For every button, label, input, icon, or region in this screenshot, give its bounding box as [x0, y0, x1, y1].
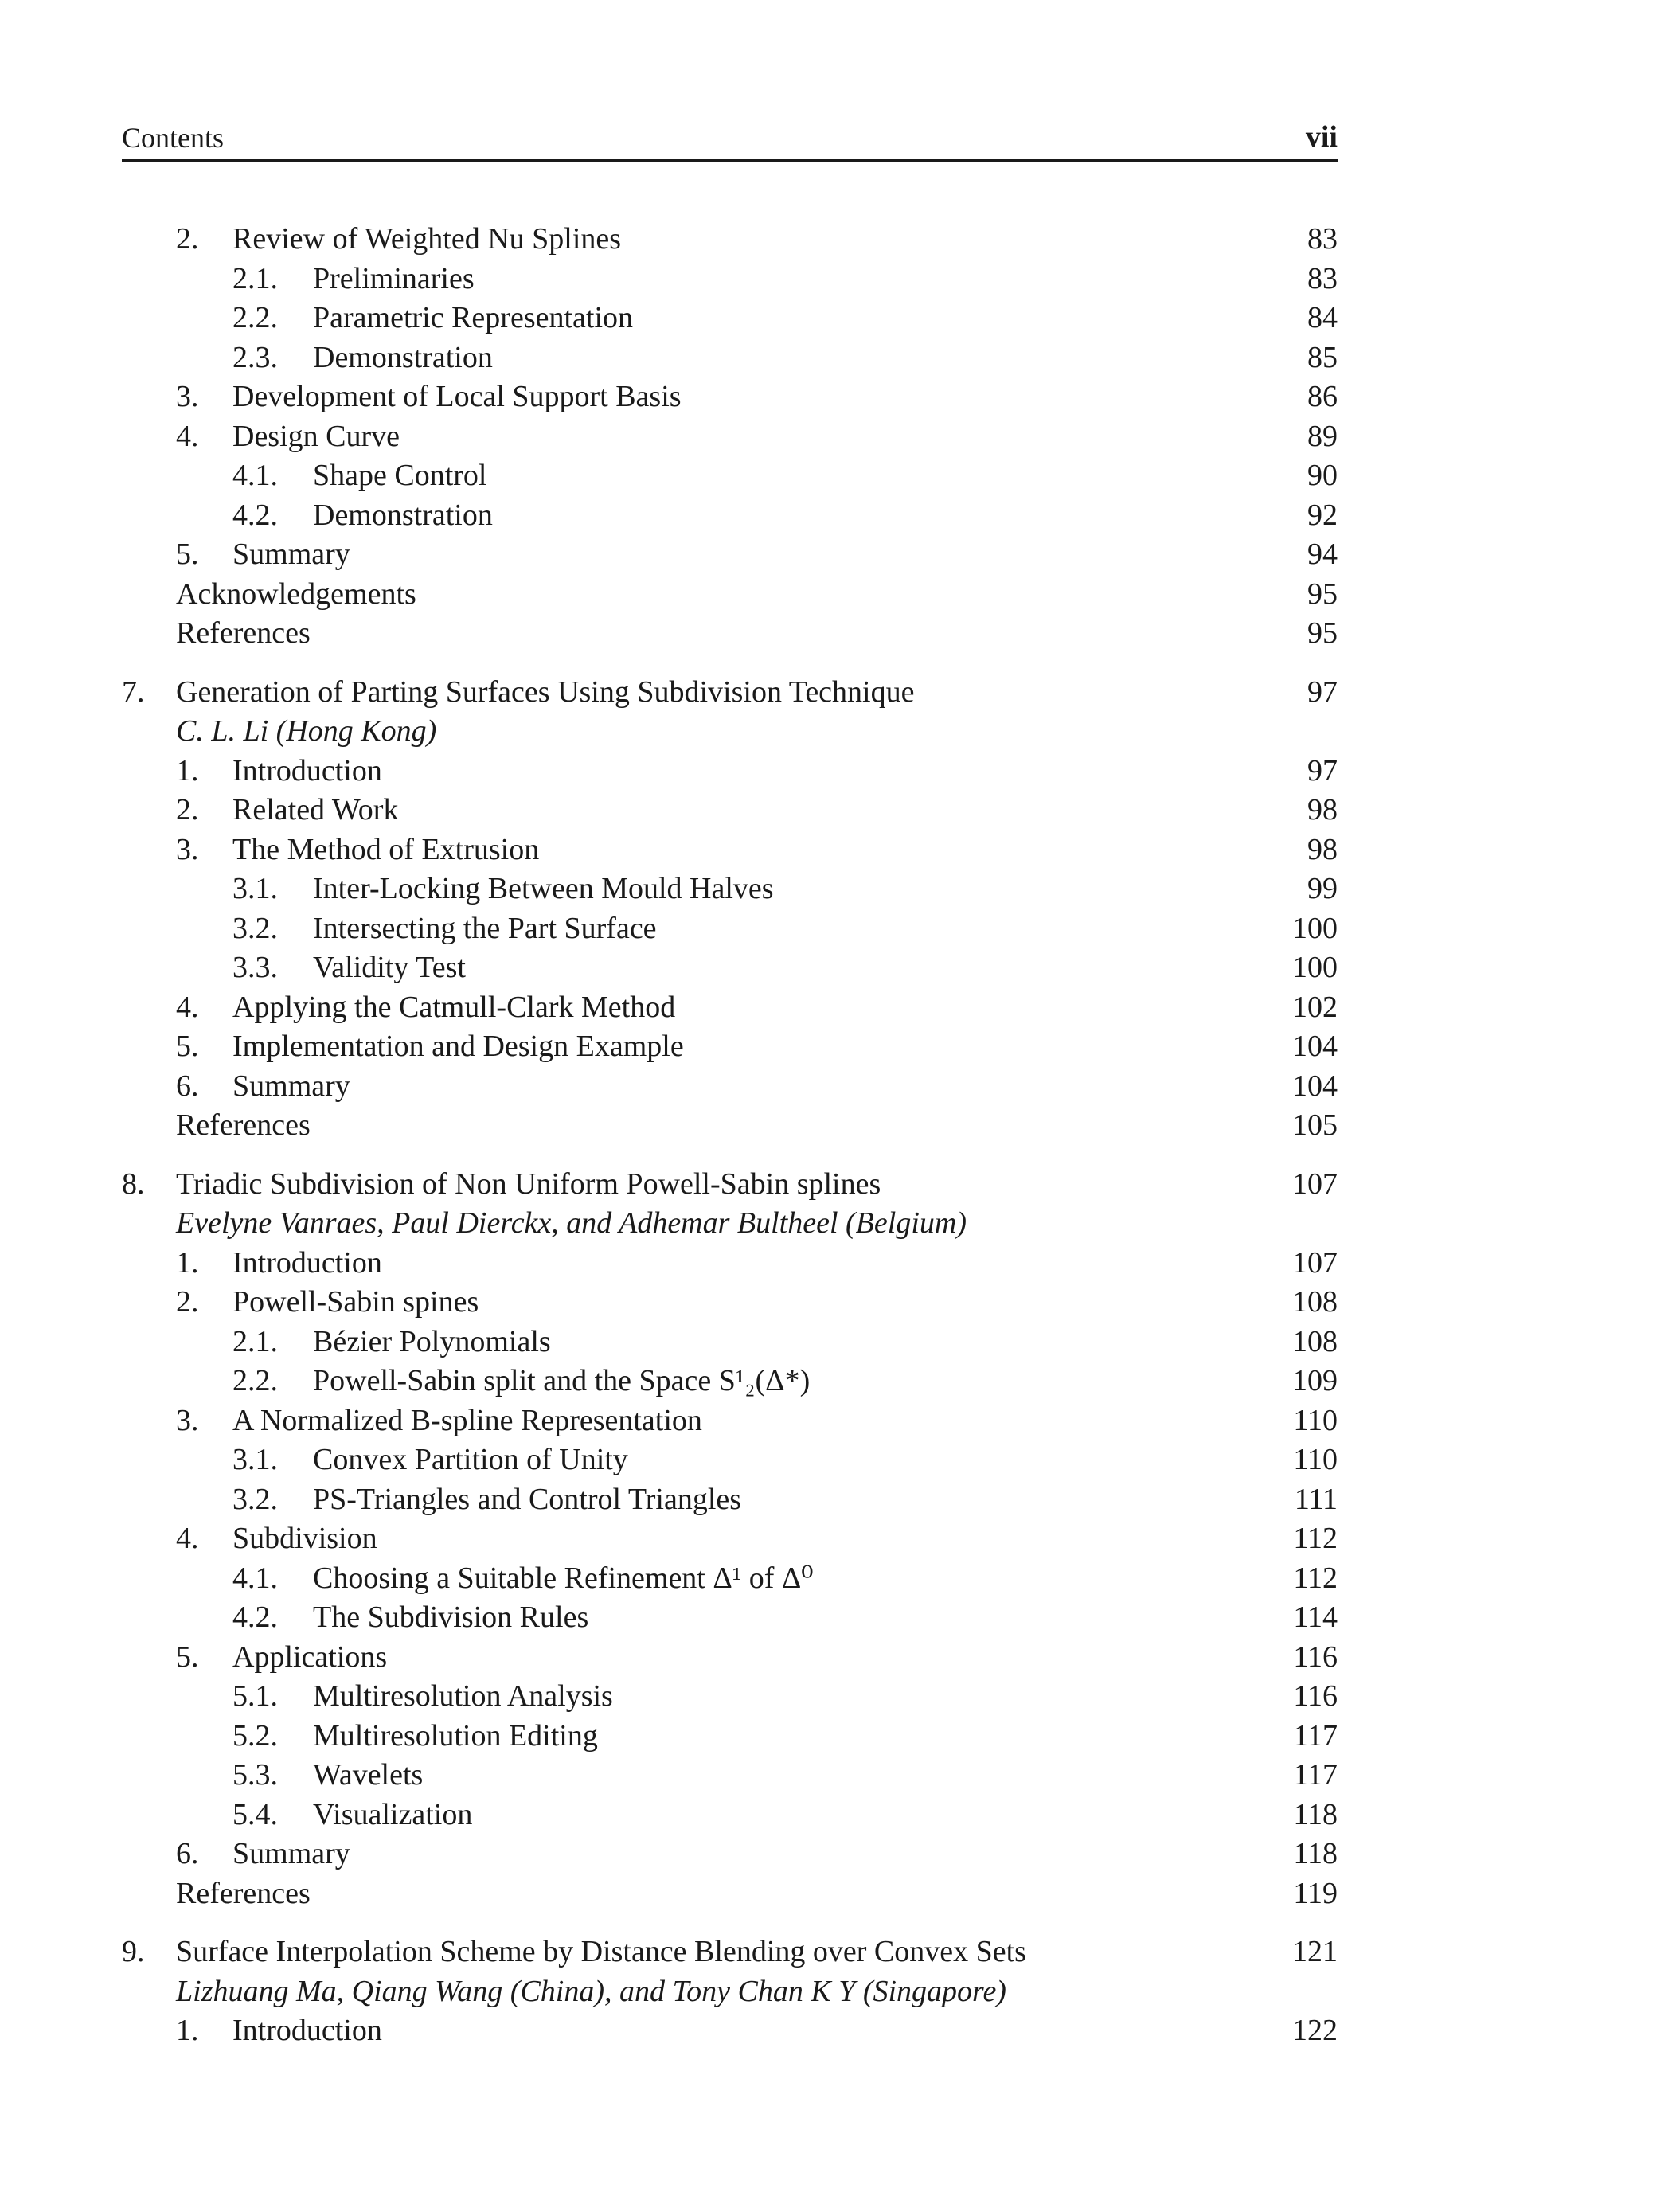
toc-entry [122, 535, 1338, 575]
section-title: Summary [232, 537, 350, 571]
entry-page-number: 110 [1293, 1443, 1338, 1476]
entry-page-number: 95 [1307, 576, 1338, 611]
entry-page-number: 116 [1293, 1679, 1338, 1713]
subsection-title: Parametric Representation [313, 301, 634, 334]
page-number: vii [1305, 120, 1338, 154]
entry-page-number: 90 [1307, 459, 1338, 492]
section-number: 2. [176, 222, 199, 256]
toc-entry [122, 1677, 1338, 1717]
entry-page-number: 109 [1292, 1364, 1338, 1397]
subsection-title: Choosing a Suitable Refinement Δ¹ of Δ⁰ [313, 1561, 814, 1595]
chapter-authors: Lizhuang Ma, Qiang Wang (China), and Tony Chan K Y (Singapore) [176, 1974, 1006, 2008]
toc-chapter-entry [122, 673, 1338, 713]
entry-page-number: 84 [1307, 301, 1338, 334]
entry-page-number: 107 [1292, 1245, 1338, 1280]
subsection-title: Intersecting the Part Surface [313, 911, 657, 945]
toc-entry [122, 870, 1338, 909]
section-title: Powell-Sabin spines [232, 1285, 479, 1319]
subsection-title: Wavelets [313, 1758, 424, 1792]
entry-page-number: 104 [1292, 1030, 1338, 1063]
subsection-number: 4.2. [232, 498, 278, 532]
entry-title: Acknowledgements [176, 576, 416, 611]
subsection-number: 4.1. [232, 459, 278, 492]
toc-entry [122, 1067, 1338, 1107]
page-header [122, 119, 1338, 162]
subsection-number: 4.1. [232, 1561, 278, 1595]
section-number: 1. [176, 1245, 199, 1280]
entry-page-number: 83 [1307, 261, 1338, 295]
toc-entry [122, 1480, 1338, 1520]
toc-entry [122, 377, 1338, 417]
subsection-number: 3.1. [232, 872, 278, 905]
section-title: Implementation and Design Example [232, 1030, 684, 1063]
toc-entry [122, 791, 1338, 830]
subsection-number: 2.1. [232, 261, 278, 295]
toc-chapter-entry [122, 1165, 1338, 1205]
subsection-title: Validity Test [313, 951, 466, 984]
chapter-title: Generation of Parting Surfaces Using Subdivision Technique [176, 674, 915, 709]
toc-entry [122, 1106, 1338, 1146]
section-title: Introduction [232, 1245, 382, 1280]
chapter-title: Triadic Subdivision of Non Uniform Powell-Sabin splines [176, 1167, 881, 1201]
chapter-title: Surface Interpolation Scheme by Distance Blending over Convex Sets [176, 1935, 1026, 1968]
toc-entry [122, 1874, 1338, 1914]
toc-entry [122, 1440, 1338, 1480]
subsection-number: 4.2. [232, 1600, 278, 1634]
subsection-number: 5.4. [232, 1797, 278, 1831]
subsection-title: Convex Partition of Unity [313, 1443, 628, 1476]
toc-authors-line [122, 1972, 1338, 2012]
toc-entry [122, 1362, 1338, 1401]
toc-entry [122, 752, 1338, 791]
chapter-authors: C. L. Li (Hong Kong) [176, 714, 437, 748]
toc-chapter-entry [122, 1933, 1338, 1972]
section-number: 1. [176, 753, 199, 787]
subsection-number: 3.3. [232, 951, 278, 984]
entry-page-number: 83 [1307, 222, 1338, 256]
section-title: Design Curve [232, 419, 400, 453]
entry-page-number: 85 [1307, 340, 1338, 374]
toc-entry [122, 496, 1338, 536]
entry-page-number: 122 [1292, 2014, 1338, 2047]
subsection-title: Bézier Polynomials [313, 1324, 551, 1358]
table-of-contents [122, 220, 1338, 2051]
subsection-title: Inter-Locking Between Mould Halves [313, 872, 774, 905]
toc-entry [122, 1796, 1338, 1835]
subsection-number: 2.3. [232, 340, 278, 374]
section-title: Subdivision [232, 1522, 377, 1555]
entry-page-number: 107 [1292, 1167, 1338, 1201]
chapter-number: 9. [122, 1935, 145, 1968]
section-title: Applying the Catmull-Clark Method [232, 990, 676, 1024]
running-head-title: Contents [122, 122, 225, 154]
entry-title: References [176, 1108, 311, 1142]
toc-entry [122, 1559, 1338, 1599]
toc-entry [122, 1283, 1338, 1323]
toc-entry [122, 830, 1338, 870]
subsection-title: Visualization [313, 1797, 473, 1831]
toc-entry [122, 575, 1338, 615]
section-title: Related Work [232, 793, 399, 827]
entry-page-number: 116 [1293, 1639, 1338, 1674]
toc-entry [122, 988, 1338, 1028]
subsection-number: 3.1. [232, 1443, 278, 1476]
toc-entry [122, 417, 1338, 457]
entry-page-number: 112 [1293, 1561, 1338, 1595]
section-number: 3. [176, 1403, 199, 1437]
section-number: 4. [176, 990, 199, 1024]
section-title: A Normalized B-spline Representation [232, 1403, 702, 1437]
subsection-title: Multiresolution Analysis [313, 1679, 613, 1713]
toc-entry [122, 338, 1338, 378]
toc-entry [122, 220, 1338, 260]
entry-page-number: 102 [1292, 990, 1338, 1024]
subsection-title: Demonstration [313, 340, 493, 374]
subsection-number: 2.1. [232, 1324, 278, 1358]
entry-page-number: 89 [1307, 419, 1338, 453]
entry-title: References [176, 616, 311, 650]
entry-page-number: 108 [1292, 1285, 1338, 1319]
entry-page-number: 118 [1293, 1837, 1338, 1870]
section-title: The Method of Extrusion [232, 832, 540, 866]
entry-page-number: 112 [1293, 1522, 1338, 1555]
entry-page-number: 86 [1307, 380, 1338, 413]
section-number: 2. [176, 1285, 199, 1319]
section-number: 4. [176, 419, 199, 453]
toc-entry [122, 456, 1338, 496]
section-number: 5. [176, 1639, 199, 1674]
entry-page-number: 117 [1293, 1758, 1338, 1792]
subsection-title: Shape Control [313, 459, 487, 492]
chapter-authors: Evelyne Vanraes, Paul Dierckx, and Adhemar Bultheel (Belgium) [176, 1206, 967, 1240]
section-title: Summary [232, 1837, 350, 1870]
entry-page-number: 111 [1294, 1482, 1338, 1516]
section-number: 3. [176, 380, 199, 413]
section-title: Development of Local Support Basis [232, 380, 682, 413]
entry-page-number: 104 [1292, 1069, 1338, 1103]
entry-page-number: 100 [1292, 911, 1338, 945]
subsection-title: Demonstration [313, 498, 493, 532]
section-title: Summary [232, 1069, 350, 1103]
subsection-number: 5.2. [232, 1718, 278, 1753]
section-title: Review of Weighted Nu Splines [232, 222, 622, 256]
subsection-number: 2.2. [232, 1364, 278, 1397]
section-number: 3. [176, 832, 199, 866]
subsection-title: Multiresolution Editing [313, 1718, 598, 1753]
section-title: Introduction [232, 2014, 382, 2047]
subsection-title: The Subdivision Rules [313, 1600, 589, 1634]
toc-entry [122, 1835, 1338, 1874]
entry-page-number: 95 [1307, 616, 1338, 650]
chapter-number: 8. [122, 1167, 145, 1201]
toc-entry [122, 1244, 1338, 1284]
subsection-number: 5.3. [232, 1758, 278, 1792]
toc-entry [122, 260, 1338, 299]
toc-entry [122, 1519, 1338, 1559]
toc-entry [122, 1323, 1338, 1362]
entry-page-number: 119 [1293, 1876, 1338, 1910]
entry-page-number: 117 [1293, 1718, 1338, 1753]
toc-entry [122, 948, 1338, 988]
toc-authors-line [122, 1204, 1338, 1244]
toc-entry [122, 299, 1338, 338]
entry-page-number: 97 [1307, 674, 1338, 709]
subsection-number: 3.2. [232, 1482, 278, 1516]
subsection-title: Powell-Sabin split and the Space S¹₂(Δ*) [313, 1364, 811, 1397]
toc-entry [122, 2011, 1338, 2051]
section-number: 6. [176, 1837, 199, 1870]
subsection-number: 2.2. [232, 301, 278, 334]
section-number: 6. [176, 1069, 199, 1103]
toc-entry [122, 1756, 1338, 1796]
entry-page-number: 98 [1307, 793, 1338, 827]
section-number: 1. [176, 2014, 199, 2047]
entry-page-number: 118 [1293, 1797, 1338, 1831]
section-title: Applications [232, 1639, 388, 1674]
subsection-title: Preliminaries [313, 261, 475, 295]
subsection-title: PS-Triangles and Control Triangles [313, 1482, 742, 1516]
entry-page-number: 99 [1307, 872, 1338, 905]
entry-page-number: 100 [1292, 951, 1338, 984]
entry-title: References [176, 1876, 311, 1910]
entry-page-number: 105 [1292, 1108, 1338, 1142]
toc-entry [122, 909, 1338, 949]
entry-page-number: 97 [1307, 753, 1338, 787]
subsection-number: 5.1. [232, 1679, 278, 1713]
toc-entry [122, 614, 1338, 654]
toc-entry [122, 1598, 1338, 1638]
section-number: 5. [176, 1030, 199, 1063]
entry-page-number: 108 [1292, 1324, 1338, 1358]
entry-page-number: 94 [1307, 537, 1338, 571]
toc-entry [122, 1401, 1338, 1441]
section-number: 5. [176, 537, 199, 571]
toc-entry [122, 1027, 1338, 1067]
entry-page-number: 114 [1293, 1600, 1338, 1634]
entry-page-number: 110 [1293, 1403, 1338, 1437]
section-title: Introduction [232, 753, 382, 787]
section-number: 4. [176, 1522, 199, 1555]
entry-page-number: 98 [1307, 832, 1338, 866]
chapter-number: 7. [122, 674, 145, 709]
toc-entry [122, 1717, 1338, 1757]
entry-page-number: 92 [1307, 498, 1338, 532]
section-number: 2. [176, 793, 199, 827]
entry-page-number: 121 [1292, 1935, 1338, 1968]
toc-entry [122, 1638, 1338, 1678]
subsection-number: 3.2. [232, 911, 278, 945]
toc-authors-line [122, 712, 1338, 752]
